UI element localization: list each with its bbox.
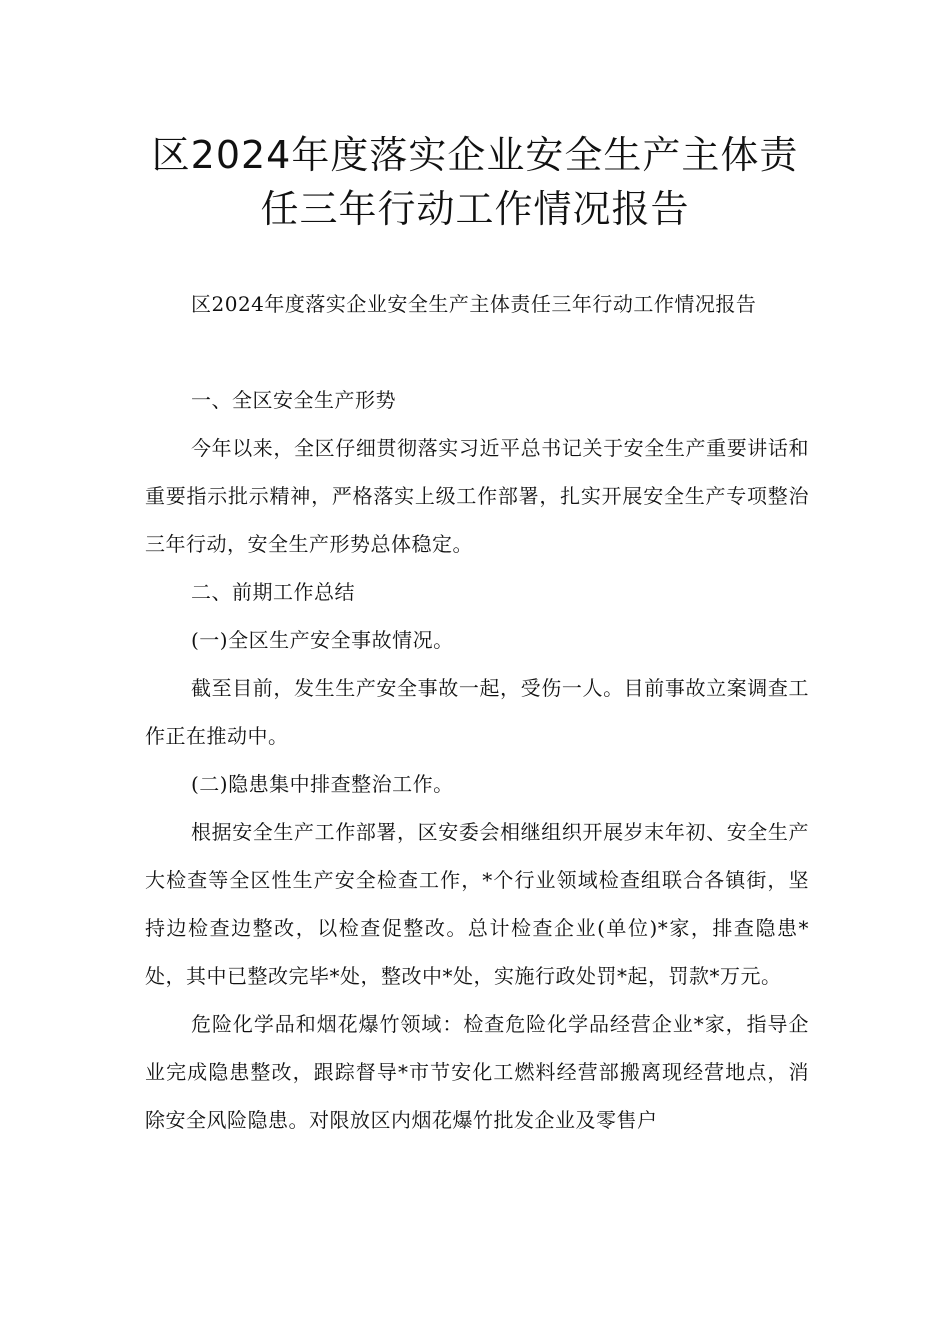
title-line-2: 任三年行动工作情况报告 — [260, 187, 690, 231]
section-heading-2: 二、前期工作总结 — [191, 580, 355, 604]
body-paragraph: 今年以来，全区仔细贯彻落实习近平总书记关于安全生产重要讲话和重要指示批示精神，严格落实上级工作部署，扎实开展安全生产专项整治三年行动，安全生产形势总体稳定。 — [145, 436, 809, 556]
section-heading-1: 一、全区安全生产形势 — [191, 388, 396, 412]
subsection-heading-2: (二)隐患集中排查整治工作。 — [191, 772, 454, 796]
document-body — [145, 280, 809, 1144]
subsection-heading-1: (一)全区生产安全事故情况。 — [191, 628, 454, 652]
title-line-1: 区2024年度落实企业安全生产主体责 — [151, 133, 799, 177]
document-title — [100, 128, 850, 236]
body-paragraph: 根据安全生产工作部署，区安委会相继组织开展岁末年初、安全生产大检查等全区性生产安全检查工作，*个行业领域检查组联合各镇街，坚持边检查边整改，以检查促整改。总计检查企业(单位)*家，排查隐患*处，其中已整改完毕*处，整改中*处，实施行政处罚*起，罚款*万元。 — [145, 820, 809, 988]
body-paragraph: 危险化学品和烟花爆竹领域：检查危险化学品经营企业*家，指导企业完成隐患整改，跟踪督导*市节安化工燃料经营部搬离现经营地点，消除安全风险隐患。对限放区内烟花爆竹批发企业及零售户 — [145, 1012, 809, 1132]
document-subtitle: 区2024年度落实企业安全生产主体责任三年行动工作情况报告 — [191, 292, 757, 316]
body-paragraph: 截至目前，发生生产安全事故一起，受伤一人。目前事故立案调查工作正在推动中。 — [145, 676, 809, 748]
